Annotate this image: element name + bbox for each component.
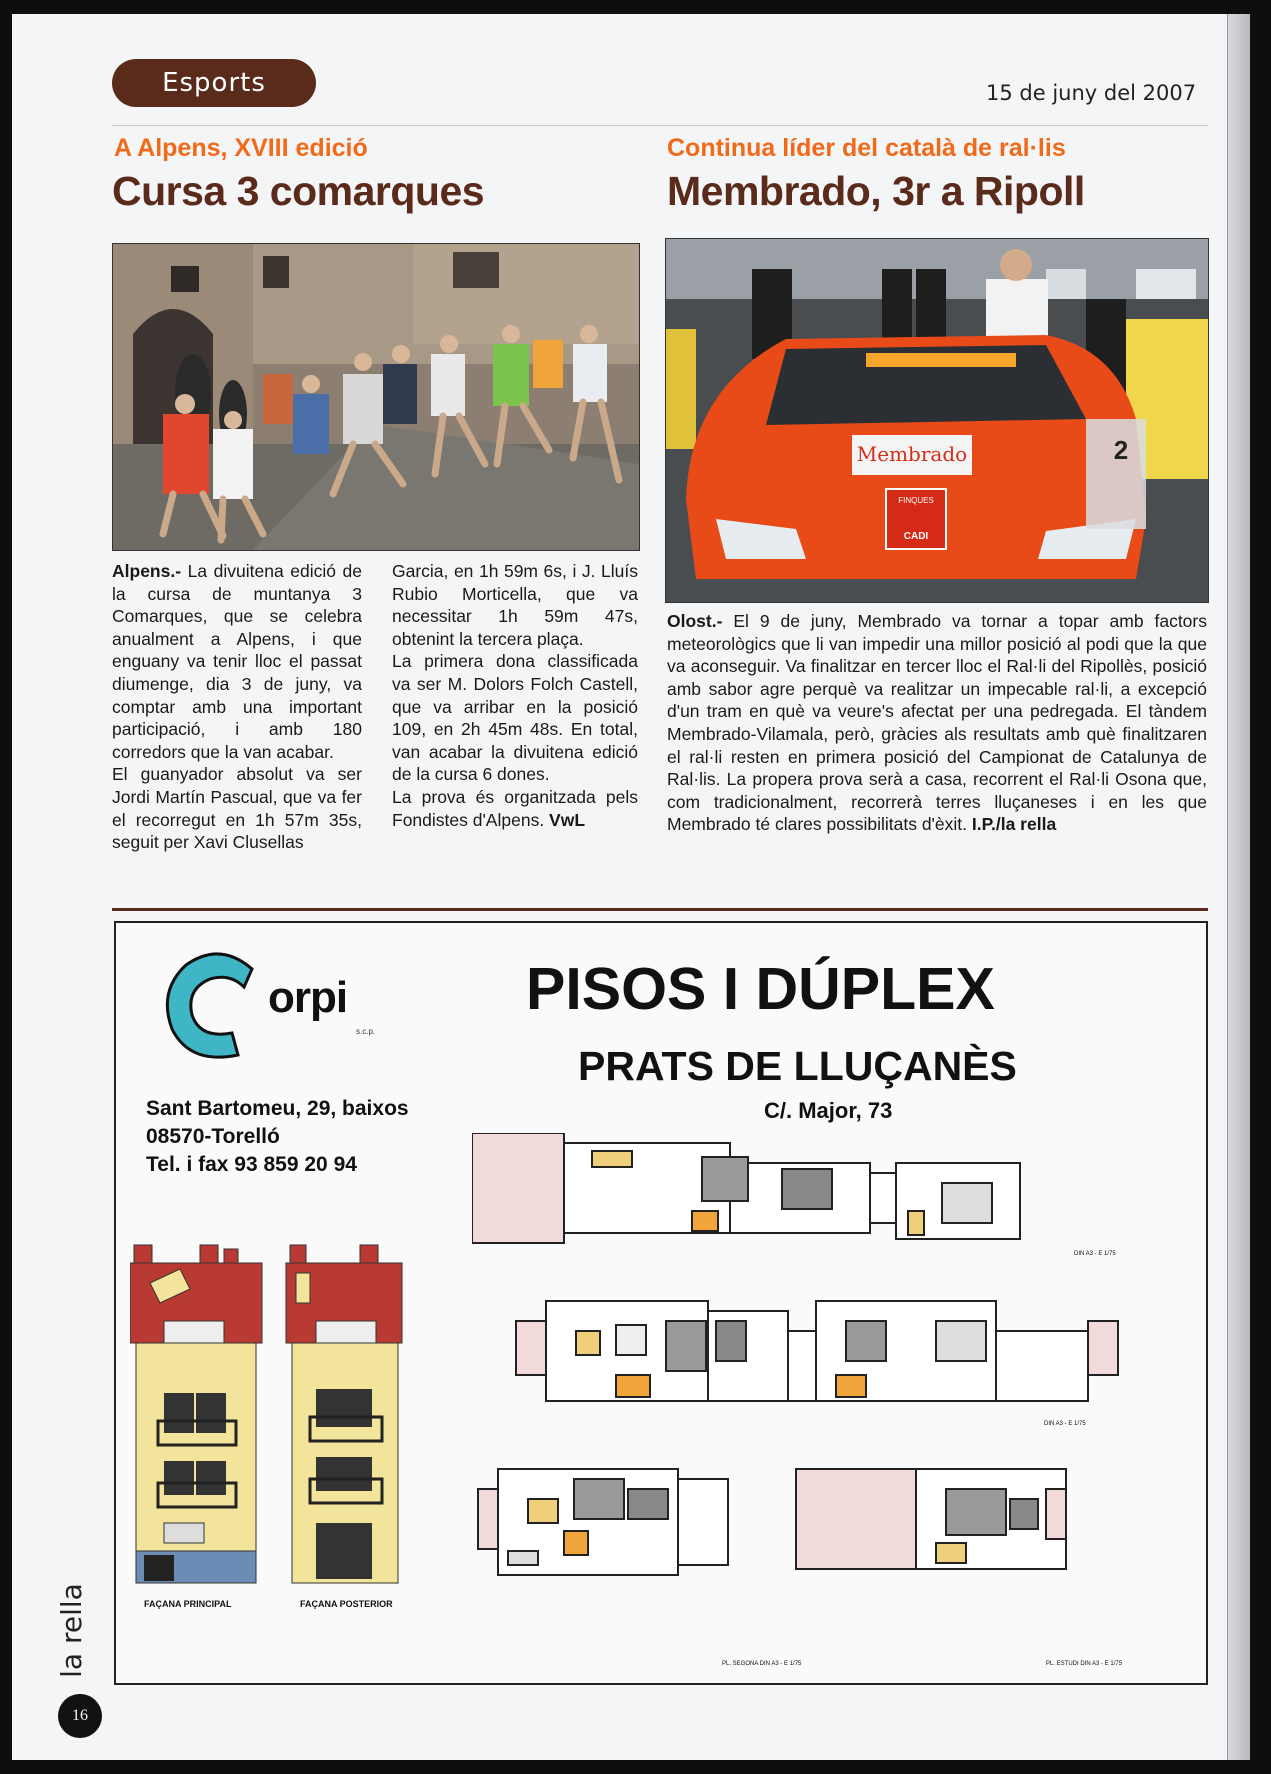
car-sponsor-cadi: CADI bbox=[903, 531, 929, 542]
page-number: 16 bbox=[58, 1694, 102, 1738]
floor-plans-drawing bbox=[472, 1133, 1204, 1679]
right-body-text: El 9 de juny, Membrado va tornar a topar amb factors meteorològics que li van impedir una millor posició al podi que la que va aconseguir. Va finalitzar en tercer lloc el Ral·li del Ripollès, posició amb sabor agre perquè va realitzar un impecable ral·li, a excepció d'un tram en què va veure's afectat per una pedregada. El tàndem Membrado-Vilamala, però, gràcies als resultats amb què finalitzaren el ral·li resten en primera posició del Campionat de Catalunya de Ral·lis. La propera prova serà a casa, recorrent el Ral·li Osona que, com tradicionalment, recorrerà terres lluçaneses i en les que Membrado té clares possibilitats d'èxit. bbox=[667, 611, 1207, 835]
ad-subtitle: PRATS DE LLUÇANÈS bbox=[578, 1043, 1017, 1089]
facade-principal bbox=[130, 1245, 262, 1583]
floor-plan-1 bbox=[472, 1133, 1020, 1243]
address-postcode: 08570-Torelló bbox=[146, 1125, 280, 1148]
right-kicker: Continua líder del català de ral·lis bbox=[667, 134, 1066, 162]
building-facades-drawing bbox=[130, 1233, 440, 1593]
left-col2-para1: Garcia, en 1h 59m 6s, i J. Lluís Rubio Morticella, que va necessitar 1h 59m 47s, obtenint la tercera plaça. bbox=[392, 561, 638, 649]
agency-address bbox=[146, 1095, 409, 1179]
floor-plan-2 bbox=[516, 1301, 1118, 1401]
left-article-column-2 bbox=[392, 560, 638, 831]
left-headline: Cursa 3 comarques bbox=[112, 168, 485, 214]
facade-posterior bbox=[286, 1245, 402, 1583]
left-signature: VwL bbox=[549, 809, 586, 830]
floor-plan-4 bbox=[796, 1469, 1066, 1569]
logo-suffix: s.c.p. bbox=[356, 1027, 376, 1036]
magazine-brand bbox=[54, 1574, 98, 1684]
floor-plan-3 bbox=[478, 1469, 728, 1575]
plan-1-scale: DIN A3 - E 1/75 bbox=[1074, 1251, 1116, 1257]
plan-4-scale: PL. ESTUDI DIN A3 - E 1/75 bbox=[1046, 1661, 1123, 1667]
address-street: Sant Bartomeu, 29, baixos bbox=[146, 1097, 409, 1120]
ad-location: C/. Major, 73 bbox=[764, 1098, 893, 1123]
left-article-column-1 bbox=[112, 560, 362, 854]
left-col2-para2: La primera dona classificada va ser M. Dolors Folch Castell, que va arribar en la posició 109, en 2h 45m 48s. En total, van acabar la divuitena edició de la cursa 6 dones. bbox=[392, 651, 638, 785]
left-col2-para3: La prova és organitzada pels Fondistes d'Alpens. bbox=[392, 786, 638, 830]
left-col1-text: La divuitena edició de la cursa de muntanya 3 Comarques, que se celebra anualment a Alpens, i que enguany va tenir lloc el passat diumenge, dia 3 de juny, va comptar amb una important participació, i amb 180 corredors que la van acabar. bbox=[112, 561, 362, 762]
brand-name: la rella bbox=[54, 1583, 88, 1678]
section-divider bbox=[112, 908, 1208, 911]
corpi-logo-icon bbox=[160, 947, 270, 1067]
right-article-body bbox=[667, 610, 1207, 836]
rally-car-photo bbox=[665, 238, 1209, 603]
real-estate-ad bbox=[114, 921, 1208, 1685]
facade-principal-label: FAÇANA PRINCIPAL bbox=[144, 1599, 232, 1609]
car-number: 2 bbox=[1113, 435, 1129, 465]
logo-wordmark: orpi bbox=[268, 973, 348, 1022]
plan-2-scale: DIN A3 - E 1/75 bbox=[1044, 1421, 1086, 1427]
left-kicker: A Alpens, XVIII edició bbox=[114, 134, 368, 162]
header-divider bbox=[112, 125, 1208, 126]
facade-posterior-label: FAÇANA POSTERIOR bbox=[300, 1599, 393, 1609]
car-sponsor-finques: FINQUES bbox=[898, 496, 934, 505]
left-col1-para2: El guanyador absolut va ser Jordi Martín Pascual, que va fer el recorregut en 1h 57m 35s, seguit per Xavi Clusellas bbox=[112, 764, 362, 853]
magazine-page bbox=[12, 14, 1250, 1760]
address-phone: Tel. i fax 93 859 20 94 bbox=[146, 1153, 357, 1176]
issue-date: 15 de juny del 2007 bbox=[986, 81, 1197, 105]
car-sponsor-text: Membrado bbox=[856, 442, 968, 466]
section-tag: Esports bbox=[112, 59, 316, 107]
dateline-olost: Olost.- bbox=[667, 611, 723, 631]
dateline-alpens: Alpens.- bbox=[112, 561, 182, 581]
runners-photo bbox=[112, 243, 640, 551]
page-spine bbox=[1227, 14, 1250, 1760]
right-headline: Membrado, 3r a Ripoll bbox=[667, 168, 1085, 214]
ad-title: PISOS I DÚPLEX bbox=[526, 956, 995, 1022]
right-signature: I.P./la rella bbox=[971, 814, 1057, 835]
plan-3-scale: PL. SEGONA DIN A3 - E 1/75 bbox=[722, 1661, 802, 1667]
